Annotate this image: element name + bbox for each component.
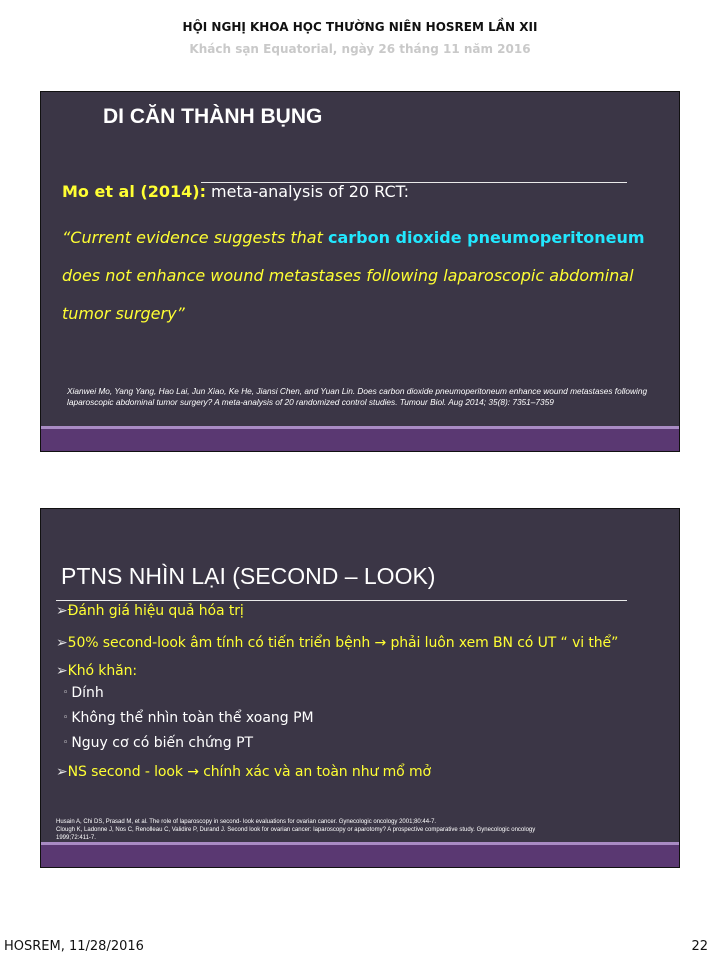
quote-line-1 [62,228,680,247]
quote-part1: “Current evidence suggests that [62,228,328,247]
slide1-study-line [62,182,409,201]
study-desc: meta-analysis of 20 RCT: [205,182,410,201]
slide1-reference: Xianwei Mo, Yang Yang, Hao Lai, Jun Xiao, Ke He, Jiansi Chen, and Yuan Lin. Does carbon dioxide pneumoperitoneum enhance wound metastases following laparoscopic abdominal tumor surgery? A meta-analysis of 20 randomized control studies. Tumour Biol. Aug 2014; 35(8): 7351–7359 [67,386,648,407]
bullet-ns-accuracy [56,764,431,780]
quote-line-3: tumor surgery” [62,304,185,323]
slide1-bottom-band [41,426,679,451]
arrow-bullet-icon: ➢ [56,663,68,679]
circle-bullet-icon: ◦ [63,713,69,723]
arrow-bullet-icon: ➢ [56,764,68,780]
quote-highlight: carbon dioxide pneumoperitoneum [327,228,645,247]
bullet-chemo-effect [56,603,244,619]
arrow-bullet-icon: ➢ [56,603,68,619]
quote-line-2: does not enhance wound metastases following laparoscopic abdominal [62,266,634,285]
study-author: Mo et al (2014): [62,182,206,201]
conference-subtitle: Khách sạn Equatorial, ngày 26 tháng 11 năm 2016 [189,42,531,56]
bullet-difficulties [56,663,137,679]
bullet4-text: NS second - look → chính xác và an toàn như mổ mở [67,764,431,780]
slide-second-look [40,508,680,868]
circle-bullet-icon: ◦ [63,738,69,748]
sub1-text: Dính [71,685,104,701]
conference-title: HỘI NGHỊ KHOA HỌC THƯỜNG NIÊN HOSREM LẦN XII [182,20,538,34]
arrow-bullet-icon: ➢ [56,635,68,651]
slide2-bottom-band [41,842,679,867]
sub-bullet-complication [63,735,253,751]
slide2-title: PTNS NHÌN LẠI (SECOND – LOOK) [61,563,436,589]
reference-1: Husain A, Chi DS, Prasad M, et al. The role of laparoscopy in second- look evaluations for ovarian cancer. Gynecologic oncology 2001;80:44-7. [56,819,437,825]
slide-abdominal-metastasis [40,91,680,452]
bullet-negative-second-look [56,635,618,651]
circle-bullet-icon: ◦ [63,688,69,698]
reference-2-cont: 1999;72:411-7. [56,835,96,842]
sub3-text: Nguy cơ có biến chứng PT [71,735,254,751]
footer-date: HOSREM, 11/28/2016 [4,939,144,954]
sub2-text: Không thể nhìn toàn thể xoang PM [71,710,314,726]
page-number: 22 [691,939,708,954]
bullet3-text: Khó khăn: [67,663,137,679]
sub-bullet-adhesion [63,685,104,701]
reference-2: Clough K, Ladonne J, Nos C, Renolleau C, Validire P, Durand J. Second look for ovarian cancer: laparoscopy or aparotomy? A prospective comparative study. Gynecologic oncology [56,827,536,834]
sub-bullet-visibility [63,710,314,726]
bullet1-text: Đánh giá hiệu quả hóa trị [67,603,244,619]
bullet2-text: 50% second-look âm tính có tiến triển bệnh → phải luôn xem BN có UT “ vi thể” [67,635,619,651]
slide1-title: DI CĂN THÀNH BỤNG [103,105,323,128]
slide2-title-rule [56,600,627,601]
